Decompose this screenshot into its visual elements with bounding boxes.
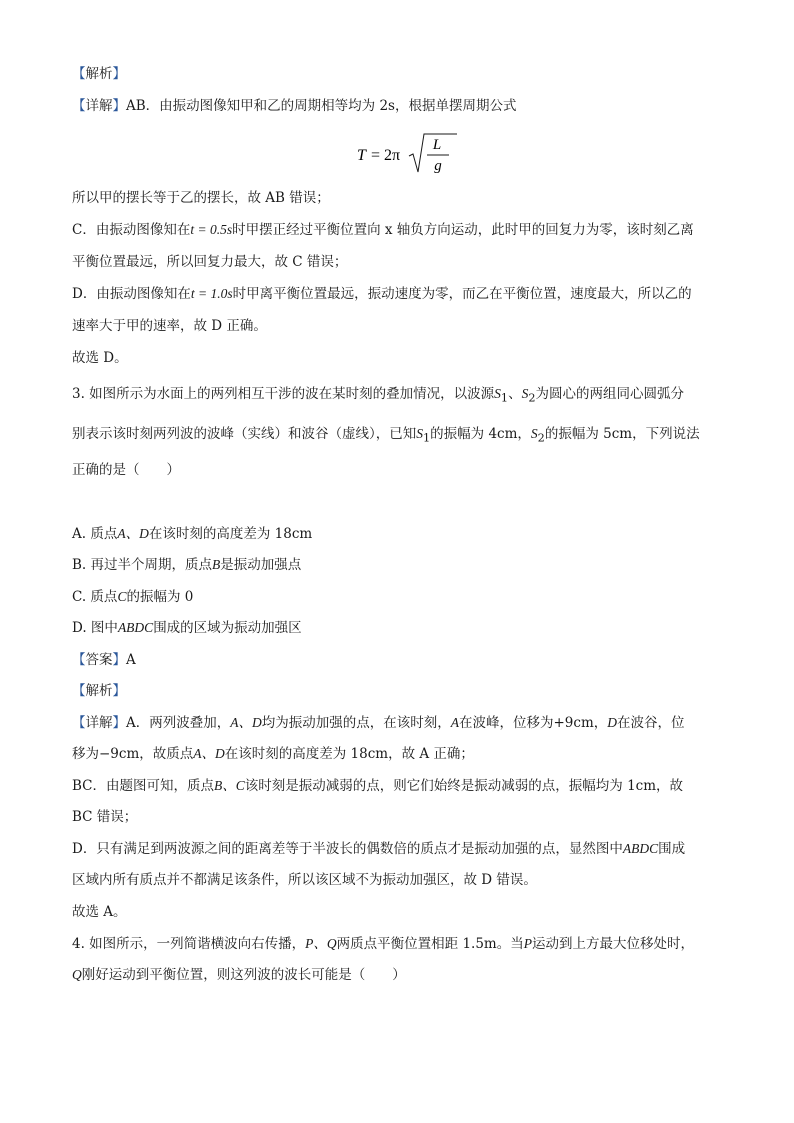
q3-explain-line-3: BC．由题图可知，质点B、C该时刻是振动减弱的点，则它们始终是振动减弱的点，振幅均为 1cm，故: [72, 778, 684, 794]
q3-stem-line-3: 正确的是（ ）: [72, 462, 180, 478]
q2-line-4: 平衡位置最远，所以回复力最大，故 C 错误；: [72, 254, 348, 270]
formula-eq: = 2π: [371, 147, 401, 164]
q2-line-7: 故选 D。: [72, 350, 128, 366]
q2-line-6: 速率大于甲的速率，故 D 正确。: [72, 318, 267, 334]
q3-option-a: A. 质点A、D在该时刻的高度差为 18cm: [72, 526, 313, 542]
q2-line-3: C．由振动图像知在t = 0.5s时甲摆正经过平衡位置向 x 轴负方向运动，此时甲的回复力为零，该时刻乙离: [72, 222, 694, 238]
q3-explain-line-4: BC 错误；: [72, 809, 138, 825]
xiangjie-line-1: 【详解】AB．由振动图像知甲和乙的周期相等均为 2s，根据单摆周期公式: [72, 98, 517, 114]
q2-line-5: D．由振动图像知在t = 1.0s时甲离平衡位置最远，振动速度为零，而乙在平衡位置，速度最大，所以乙的: [72, 286, 692, 302]
jiexi-heading: 【解析】: [72, 66, 126, 82]
pendulum-period-formula: [357, 130, 467, 184]
q4-stem-line-1: 4. 如图所示，一列简谐横波向右传播，P、Q两质点平衡位置相距 1.5m。当P运动到上方最大位移处时，: [72, 936, 694, 952]
q3-explain-line-1: 【详解】A．两列波叠加，A、D均为振动加强的点，在该时刻，A在波峰，位移为+9cm，D在波谷，位: [72, 715, 685, 731]
q4-stem-line-2: Q刚好运动到平衡位置，则这列波的波长可能是（ ）: [72, 967, 406, 983]
formula-denominator: g: [434, 158, 442, 174]
q3-jiexi-heading: 【解析】: [72, 683, 126, 699]
q3-option-d: D. 图中ABDC围成的区域为振动加强区: [72, 620, 302, 636]
q3-stem-line-2: 别表示该时刻两列波的波峰（实线）和波谷（虚线），已知$S_1$的振幅为 4cm，$S_2$的振幅为 5cm，下列说法: [72, 426, 700, 445]
q3-explain-line-5: D．只有满足到两波源之间的距离差等于半波长的偶数倍的质点才是振动加强的点，显然图中ABDC围成: [72, 841, 686, 857]
q2-line-2: 所以甲的摆长等于乙的摆长，故 AB 错误；: [72, 190, 330, 206]
formula-numerator: L: [432, 137, 442, 153]
q3-explain-line-7: 故选 A。: [72, 904, 127, 920]
q3-explain-line-2: 移为−9cm，故质点A、D在该时刻的高度差为 18cm，故 A 正确；: [72, 746, 474, 762]
q3-stem-line-1: 3. 如图所示为水面上的两列相互干涉的波在某时刻的叠加情况，以波源$S_1$、$S_2$为圆心的两组同心圆弧分: [72, 386, 685, 405]
q3-explain-line-6: 区域内所有质点并不都满足该条件，所以该区域不为振动加强区，故 D 错误。: [72, 872, 537, 888]
q3-option-c: C. 质点C的振幅为 0: [72, 589, 194, 605]
q3-option-b: B. 再过半个周期，质点B是振动加强点: [72, 557, 302, 573]
formula-lhs: T: [357, 147, 366, 164]
q3-answer: 【答案】A: [72, 652, 136, 668]
